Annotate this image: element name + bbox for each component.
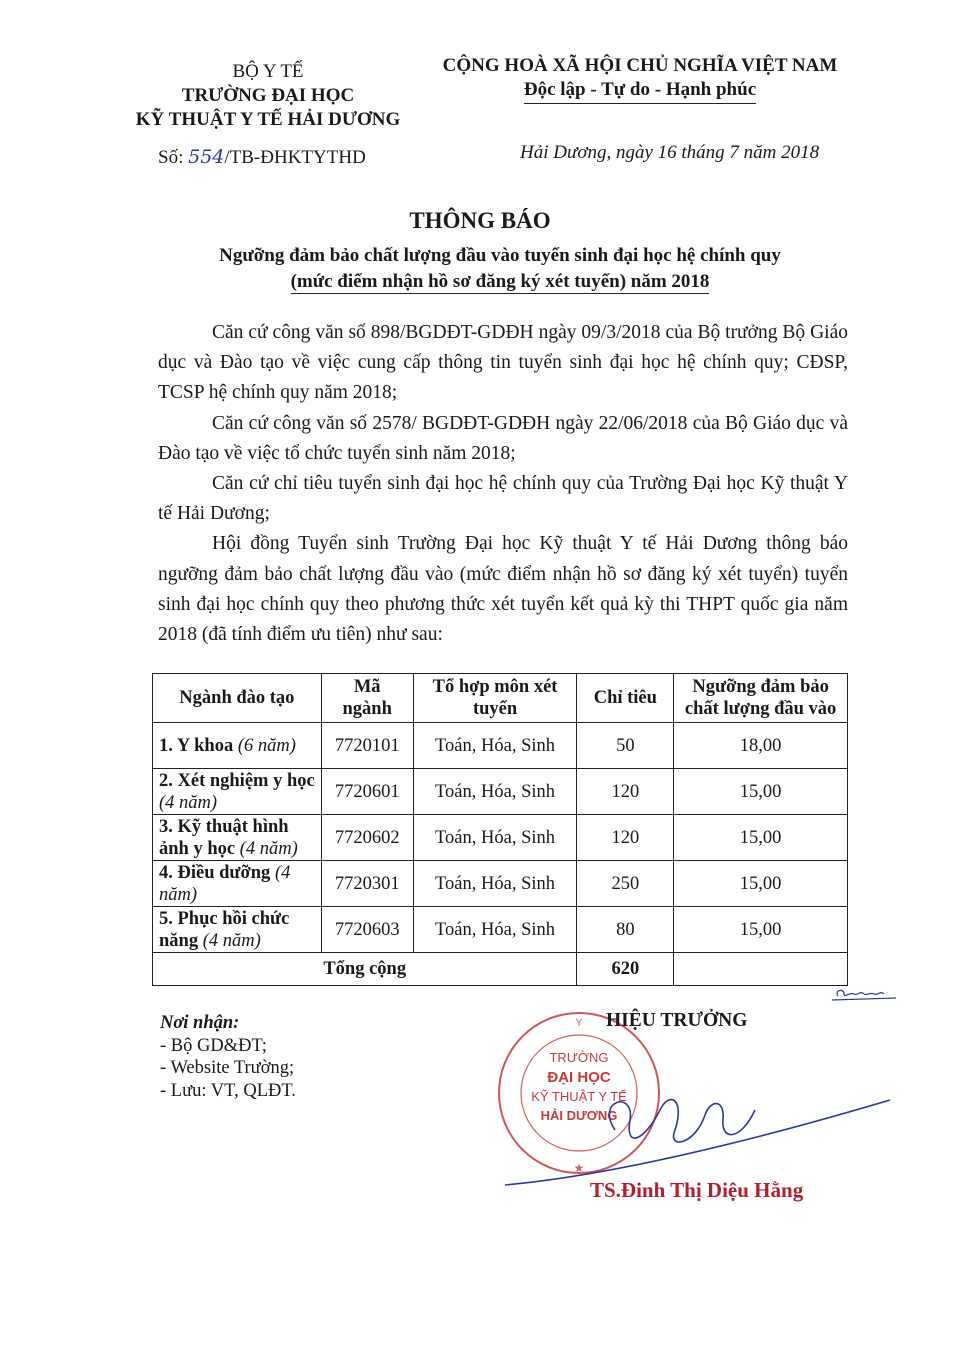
subjects-cell: Toán, Hóa, Sinh (413, 769, 577, 815)
table-row (153, 861, 848, 907)
program-duration: (4 năm) (239, 838, 298, 859)
program-cell (153, 723, 322, 769)
recipient-item: - Website Trường; (160, 1058, 295, 1078)
threshold-cell: 15,00 (674, 769, 848, 815)
code-cell: 7720602 (321, 815, 413, 861)
svg-text:Y: Y (575, 1017, 583, 1029)
school-name-line2: KỸ THUẬT Y TẾ HẢI DƯƠNG (135, 109, 401, 130)
threshold-cell: 18,00 (674, 723, 848, 769)
subtitle-line1: Ngưỡng đảm bảo chất lượng đầu vào tuyển sinh đại học hệ chính quy (219, 245, 781, 266)
seal-line4: HẢI DƯƠNG (540, 1108, 618, 1123)
threshold-cell: 15,00 (674, 907, 848, 953)
nation-name: CỘNG HOÀ XÃ HỘI CHỦ NGHĨA VIỆT NAM (442, 55, 838, 76)
total-quota: 620 (577, 953, 674, 986)
program-duration: (4 năm) (202, 930, 261, 951)
paragraph-1: Căn cứ công văn số 898/BGDĐT-GDĐH ngày 09/3/2018 của Bộ trưởng Bộ Giáo dục và Đào tạo về việc cung cấp thông tin tuyển sinh đại học hệ chính quy; CĐSP, TCSP hệ chính quy năm 2018; (158, 322, 848, 404)
paragraph-3: Căn cứ chỉ tiêu tuyển sinh đại học hệ chính quy của Trường Đại học Kỹ thuật Y tế Hải Dương; (158, 473, 848, 525)
header-subjects: Tổ hợp môn xét tuyển (413, 674, 577, 723)
initials-mark (830, 982, 900, 1006)
subtitle-line2: (mức điểm nhận hồ sơ đăng ký xét tuyển) năm 2018 (290, 271, 710, 292)
subjects-cell: Toán, Hóa, Sinh (413, 815, 577, 861)
signer-title: HIỆU TRƯỞNG (606, 1010, 748, 1031)
doc-number-prefix: Số: (158, 147, 184, 168)
quota-cell: 120 (577, 769, 674, 815)
admission-threshold-table (152, 673, 848, 986)
seal-line3: KỸ THUẬT Y TẾ (531, 1089, 627, 1104)
program-duration: (6 năm) (237, 735, 296, 756)
paragraph-2: Căn cứ công văn số 2578/ BGDĐT-GDĐH ngày 22/06/2018 của Bộ Giáo dục và Đào tạo về việc tổ chức tuyển sinh năm 2018; (158, 412, 848, 464)
date-line: Hải Dương, ngày 16 tháng 7 năm 2018 (520, 142, 820, 163)
table-header-row (153, 674, 848, 723)
handwritten-signature (495, 1060, 895, 1190)
program-duration: (4 năm) (159, 792, 218, 813)
header-threshold: Ngưỡng đảm bảo chất lượng đầu vào (674, 674, 848, 723)
recipient-item: - Lưu: VT, QLĐT. (160, 1080, 296, 1101)
total-label: Tổng cộng (153, 953, 577, 986)
code-cell: 7720603 (321, 907, 413, 953)
national-header (420, 54, 860, 104)
body-text (158, 318, 848, 650)
issuer-block (118, 60, 418, 132)
total-threshold-empty (674, 953, 848, 986)
subjects-cell: Toán, Hóa, Sinh (413, 723, 577, 769)
program-cell (153, 769, 322, 815)
subjects-cell: Toán, Hóa, Sinh (413, 907, 577, 953)
code-cell: 7720101 (321, 723, 413, 769)
seal-line2: ĐẠI HỌC (547, 1069, 611, 1086)
svg-text:★: ★ (573, 1161, 585, 1175)
program-cell (153, 861, 322, 907)
header-code: Mã ngành (321, 674, 413, 723)
document-subtitle (150, 243, 850, 295)
doc-number-handwritten: 554 (188, 146, 225, 168)
header-program: Ngành đào tạo (153, 674, 322, 723)
table-row (153, 907, 848, 953)
school-name-line1: TRƯỜNG ĐẠI HỌC (181, 85, 355, 106)
quota-cell: 250 (577, 861, 674, 907)
subjects-cell: Toán, Hóa, Sinh (413, 861, 577, 907)
quota-cell: 80 (577, 907, 674, 953)
recipient-item: - Bộ GD&ĐT; (160, 1035, 267, 1056)
program-duration: (4 năm) (159, 862, 291, 905)
program-name: 1. Y khoa (159, 735, 234, 756)
program-name: 2. Xét nghiệm y học (159, 770, 315, 791)
program-name: 4. Điều dưỡng (159, 862, 271, 883)
doc-number-suffix: /TB-ĐHKTYTHD (224, 147, 366, 168)
code-cell: 7720301 (321, 861, 413, 907)
table-row (153, 723, 848, 769)
table-row (153, 769, 848, 815)
signer-name: TS.Đinh Thị Diệu Hằng (590, 1178, 804, 1202)
table-row (153, 815, 848, 861)
code-cell: 7720601 (321, 769, 413, 815)
threshold-cell: 15,00 (674, 815, 848, 861)
program-cell (153, 907, 322, 953)
threshold-cell: 15,00 (674, 861, 848, 907)
program-name: 5. Phục hồi chức năng (159, 908, 290, 951)
program-name: 3. Kỹ thuật hình ảnh y học (159, 816, 289, 859)
paragraph-4: Hội đồng Tuyển sinh Trường Đại học Kỹ thuật Y tế Hải Dương thông báo ngưỡng đảm bảo chất lượng đầu vào (mức điểm nhận hồ sơ đăng ký xét tuyển) tuyển sinh đại học chính quy theo phương thức xét tuyển kết quả kỳ thi THPT quốc gia năm 2018 (đã tính điểm ưu tiên) như sau: (158, 533, 848, 646)
program-cell (153, 815, 322, 861)
document-number (158, 146, 366, 169)
table-total-row (153, 953, 848, 986)
quota-cell: 50 (577, 723, 674, 769)
quota-cell: 120 (577, 815, 674, 861)
header-quota: Chỉ tiêu (577, 674, 674, 723)
document-title: THÔNG BÁO (409, 208, 551, 233)
ministry-name: BỘ Y TẾ (232, 61, 304, 82)
national-motto: Độc lập - Tự do - Hạnh phúc (524, 78, 756, 104)
recipients-label: Nơi nhận: (160, 1013, 240, 1033)
seal-line1: TRƯỜNG (549, 1050, 609, 1065)
recipients-block (160, 1012, 296, 1102)
